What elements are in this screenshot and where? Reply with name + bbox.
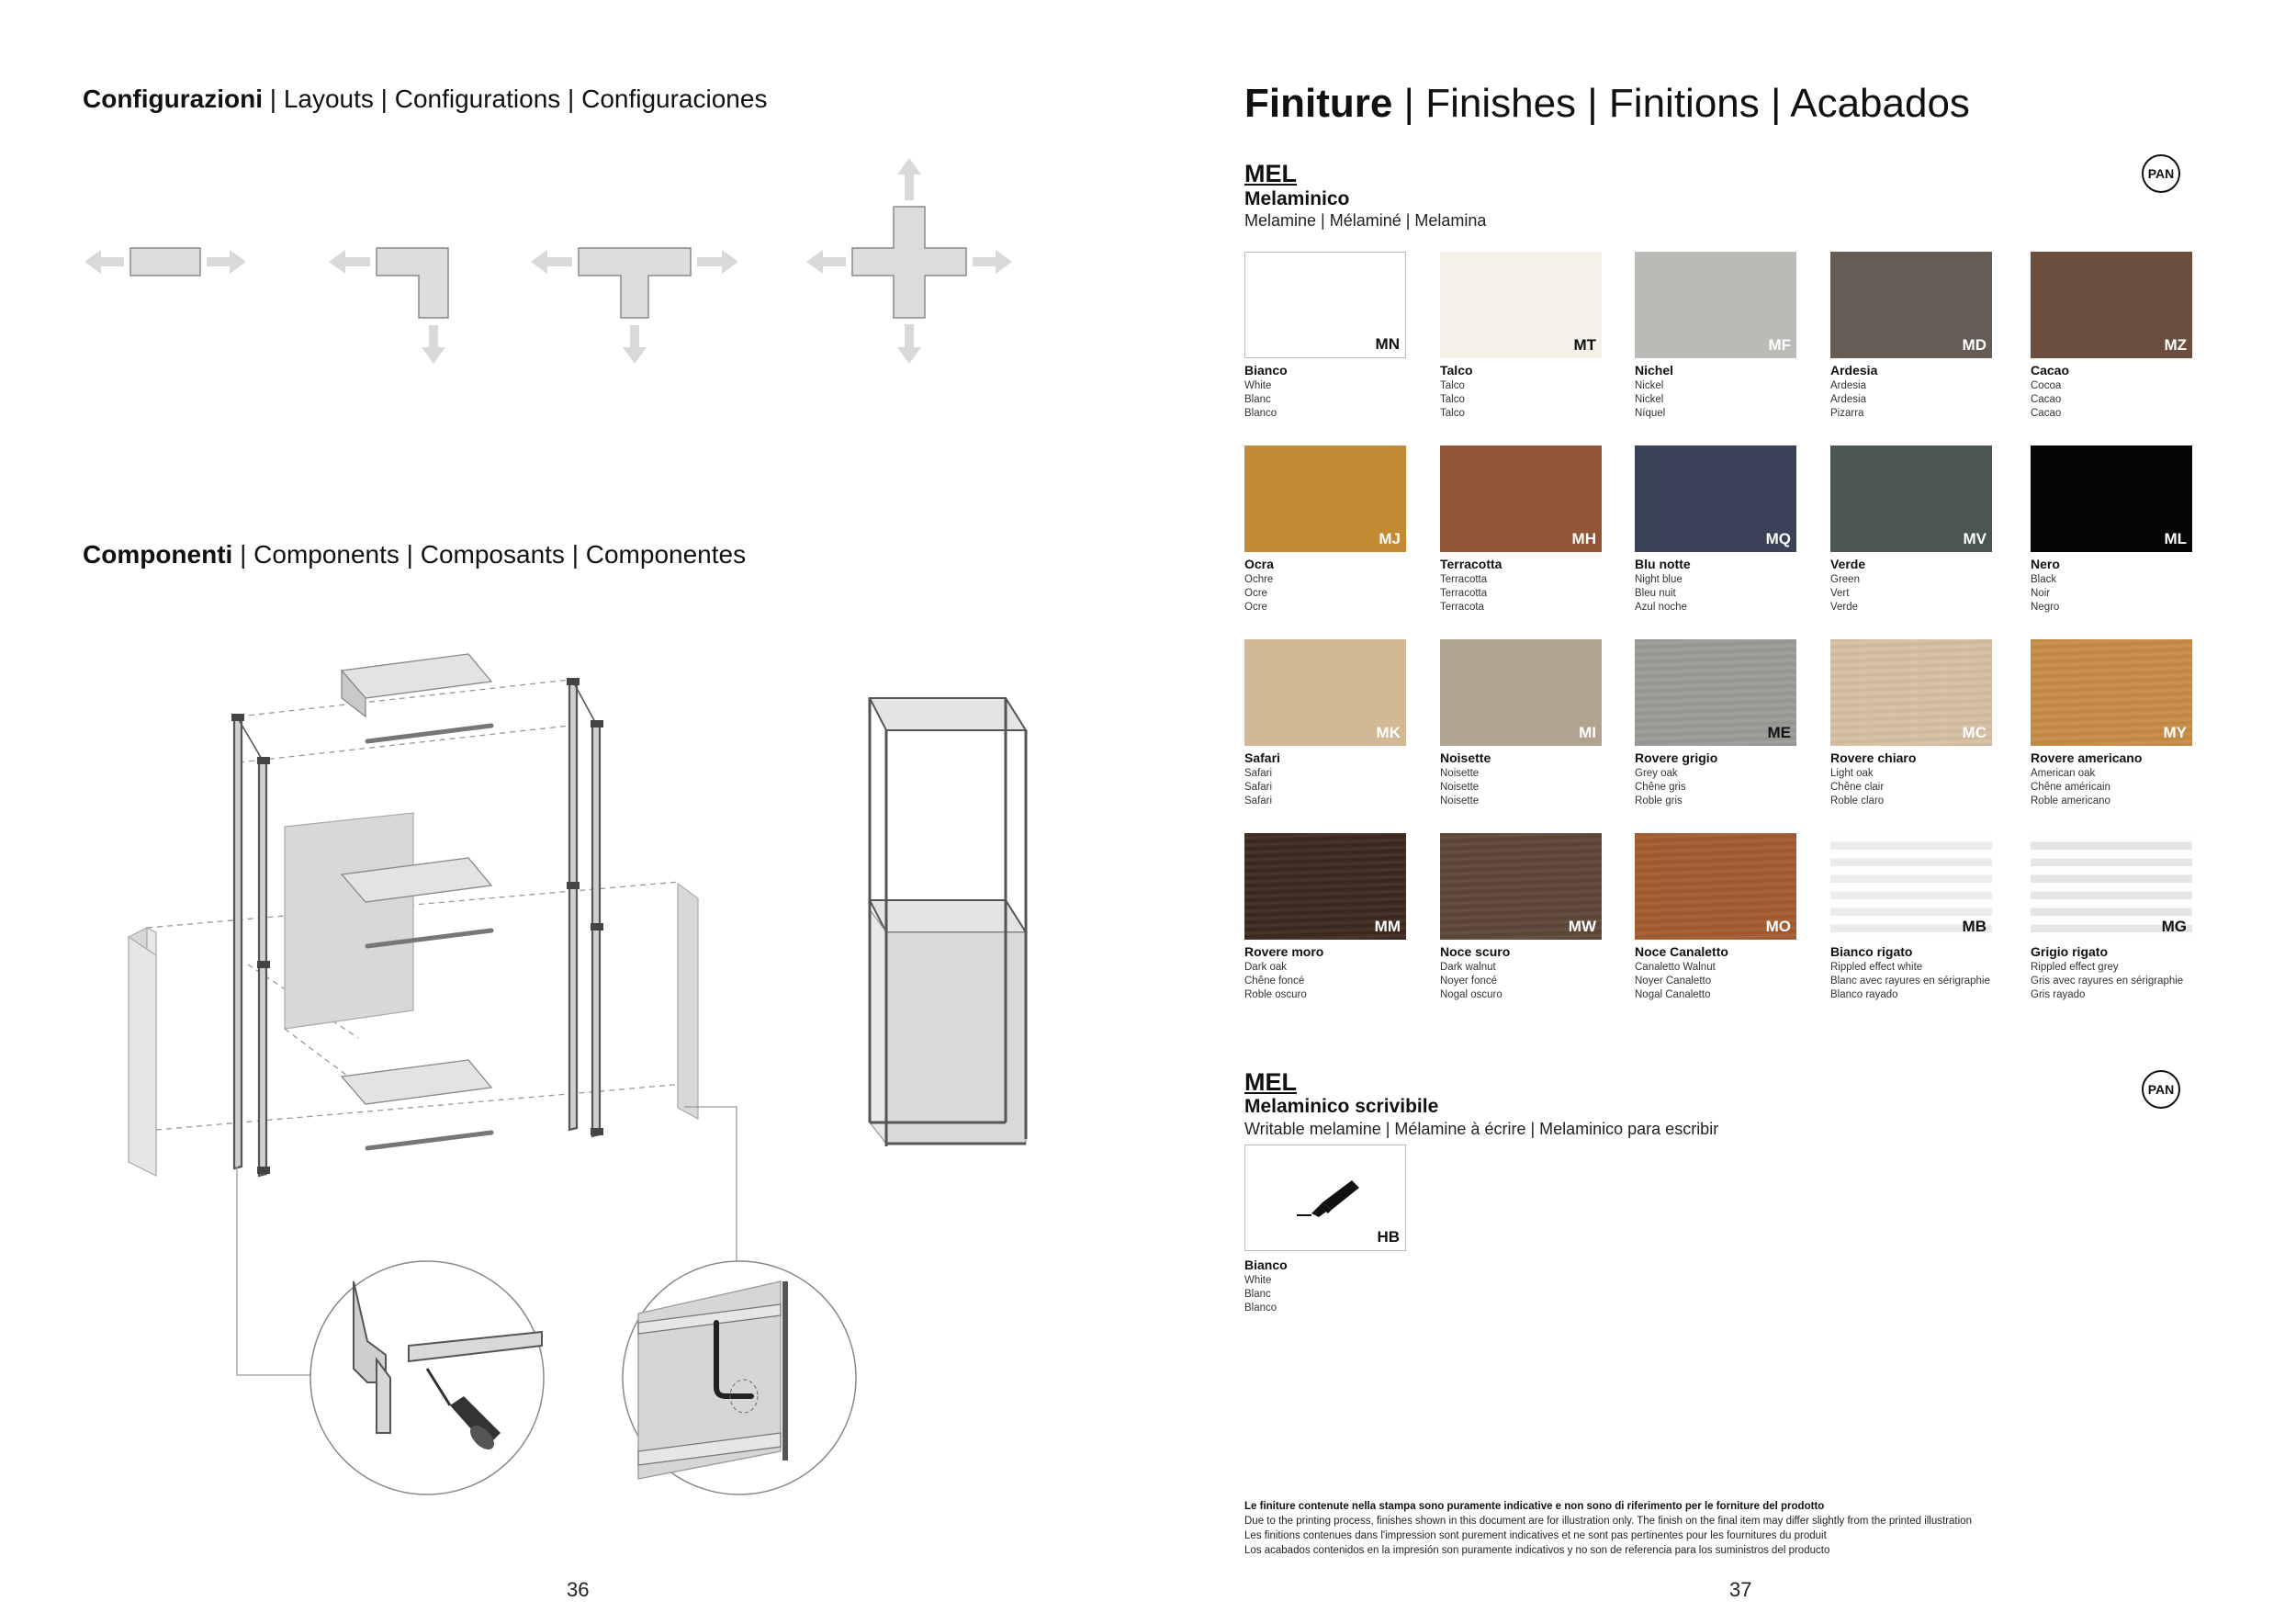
swatch-translation: Ocre — [1244, 588, 1267, 599]
swatch-code: MQ — [1765, 530, 1791, 547]
swatch-name: Cacao — [2031, 363, 2070, 378]
configurations-heading-translations: | Layouts | Configurations | Configuraciones — [262, 85, 768, 113]
swatch-code: MM — [1374, 918, 1401, 935]
swatch-code: MD — [1962, 336, 1986, 354]
swatch-mk — [1244, 639, 1406, 746]
swatch-translation: Nickel — [1635, 394, 1664, 405]
swatch-translation: White — [1244, 380, 1272, 391]
swatch-translation: Grey oak — [1635, 768, 1678, 779]
swatch-translation: Noyer Canaletto — [1635, 976, 1712, 987]
side-panel — [678, 884, 698, 1119]
finishes-title-translations: | Finishes | Finitions | Acabados — [1392, 81, 1970, 126]
swatch-code: MC — [1962, 724, 1986, 741]
swatch-mn — [1244, 252, 1406, 358]
swatch-translation: Nogal Canaletto — [1635, 989, 1711, 1000]
swatch-translation: Verde — [1830, 602, 1859, 613]
shelf-bottom — [342, 1060, 491, 1104]
components-exploded-drawing — [0, 0, 1148, 1562]
swatch-translation: Chêne foncé — [1244, 976, 1305, 987]
swatch-translation: Cacao — [2031, 394, 2062, 405]
swatch-mv — [1830, 445, 1992, 552]
marker-pen-icon — [1291, 1173, 1365, 1219]
disclaimer-line: Les finitions contenues dans l'impression sont purement indicatives et ne sont pas pertinentes pour les fournitures du produit — [1244, 1530, 1827, 1541]
swatch-code: MN — [1375, 335, 1400, 353]
page-number-right: 37 — [1729, 1578, 1752, 1601]
disclaimer-line: Los acabados contenidos en la impresión son puramente indicativos y no son de referencia para los suministros del producto — [1244, 1545, 1830, 1556]
swatch-name: Bianco — [1244, 1257, 1288, 1272]
swatch-code: ME — [1767, 724, 1791, 741]
swatch-translation: Ardesia — [1830, 380, 1866, 391]
swatch-translation: Negro — [2031, 602, 2060, 613]
swatch-mc — [1830, 639, 1992, 746]
swatch-mh — [1440, 445, 1602, 552]
section2-name: Melaminico scrivibile — [1244, 1096, 1439, 1117]
swatch-translation: Chêne gris — [1635, 782, 1686, 793]
swatch-code: MI — [1579, 724, 1596, 741]
end-panel-left — [129, 937, 156, 1176]
swatch-mj — [1244, 445, 1406, 552]
swatch-translation: Roble claro — [1830, 795, 1885, 806]
swatch-translation: Blanco rayado — [1830, 989, 1898, 1000]
swatch-code: MB — [1962, 918, 1986, 935]
swatch-translation: Azul noche — [1635, 602, 1687, 613]
swatch-translation: Dark oak — [1244, 962, 1288, 973]
swatch-mm — [1244, 833, 1406, 940]
pan-badge: PAN — [2142, 154, 2180, 193]
swatch-translation: Bleu nuit — [1635, 588, 1676, 599]
swatch-translation: Terracotta — [1440, 574, 1488, 585]
swatch-code: MO — [1765, 918, 1791, 935]
swatch-translation: Roble americano — [2031, 795, 2110, 806]
swatch-translation: Vert — [1830, 588, 1850, 599]
swatch-translation: Roble oscuro — [1244, 989, 1307, 1000]
swatch-name: Rovere americano — [2031, 750, 2143, 765]
pan-badge-2: PAN — [2142, 1070, 2180, 1109]
swatch-my — [2031, 639, 2192, 746]
swatch-code: MG — [2161, 918, 2187, 935]
swatch-translation: Light oak — [1830, 768, 1874, 779]
swatch-mz — [2031, 252, 2192, 358]
disclaimer-line: Due to the printing process, finishes shown in this document are for illustration only. The finish on the final item may differ slightly from the printed illustration — [1244, 1516, 1972, 1527]
swatch-name: Ardesia — [1830, 363, 1878, 378]
swatch-translation: Níquel — [1635, 408, 1666, 419]
swatch-translation: Safari — [1244, 782, 1273, 793]
swatch-translation: Ardesia — [1830, 394, 1866, 405]
swatch-translation: Cacao — [2031, 408, 2062, 419]
swatch-translation: Blanc — [1244, 394, 1271, 405]
swatch-name: Nichel — [1635, 363, 1674, 378]
swatch-translation: Dark walnut — [1440, 962, 1496, 973]
swatch-mf — [1635, 252, 1796, 358]
swatch-code: MY — [2163, 724, 2187, 741]
swatch-translation: Rippled effect white — [1830, 962, 1923, 973]
shelf-top — [342, 654, 491, 698]
swatch-translation: Talco — [1440, 380, 1465, 391]
swatch-translation: Gris rayado — [2031, 989, 2086, 1000]
configurations-heading-bold: Configurazioni — [83, 85, 263, 113]
swatch-mw — [1440, 833, 1602, 940]
swatch-translation: Safari — [1244, 795, 1273, 806]
components-heading-translations: | Components | Composants | Componentes — [232, 540, 747, 569]
swatch-code: MV — [1963, 530, 1986, 547]
swatch-translation: Terracota — [1440, 602, 1484, 613]
swatch-name: Ocra — [1244, 557, 1274, 571]
swatch-name: Safari — [1244, 750, 1280, 765]
swatch-translation: Blanc avec rayures en sérigraphie — [1830, 976, 1990, 987]
swatch-ml — [2031, 445, 2192, 552]
swatch-mo — [1635, 833, 1796, 940]
swatch-code: MJ — [1379, 530, 1401, 547]
swatch-translation: White — [1244, 1275, 1272, 1286]
disclaimer-bold: Le finiture contenute nella stampa sono puramente indicative e non sono di riferimento per le forniture del prodotto — [1244, 1501, 1825, 1512]
swatch-mq — [1635, 445, 1796, 552]
swatch-name: Blu notte — [1635, 557, 1691, 571]
swatch-name: Noce Canaletto — [1635, 944, 1728, 959]
swatch-translation: Noyer foncé — [1440, 976, 1498, 987]
swatch-name: Rovere grigio — [1635, 750, 1718, 765]
swatch-name: Talco — [1440, 363, 1473, 378]
section2-code: MEL — [1244, 1068, 1297, 1096]
swatch-translation: Nogal oscuro — [1440, 989, 1503, 1000]
page-number-left: 36 — [567, 1578, 590, 1601]
swatch-translation: Noisette — [1440, 768, 1480, 779]
swatch-translation: Roble gris — [1635, 795, 1683, 806]
swatch-translation: Blanc — [1244, 1289, 1271, 1300]
swatch-code: MH — [1571, 530, 1596, 547]
swatch-name: Rovere moro — [1244, 944, 1324, 959]
swatch-code: MT — [1573, 336, 1596, 354]
swatch-translation: American oak — [2031, 768, 2096, 779]
swatch-name: Noce scuro — [1440, 944, 1511, 959]
swatch-code: MW — [1568, 918, 1596, 935]
swatch-code: ML — [2164, 530, 2187, 547]
swatch-code: MZ — [2164, 336, 2187, 354]
swatch-translation: Ocre — [1244, 602, 1267, 613]
swatch-translation: Pizarra — [1830, 408, 1864, 419]
swatch-translation: Chêne américain — [2031, 782, 2110, 793]
back-panel — [285, 813, 413, 1029]
swatch-translation: Nickel — [1635, 380, 1664, 391]
swatch-translation: Green — [1830, 574, 1860, 585]
swatch-translation: Noisette — [1440, 795, 1480, 806]
swatch-translation: Talco — [1440, 394, 1465, 405]
section2-translations: Writable melamine | Mélamine à écrire | Melaminico para escribir — [1244, 1120, 1719, 1138]
tall-unit — [870, 698, 1026, 1146]
swatch-translation: Black — [2031, 574, 2057, 585]
swatch-md — [1830, 252, 1992, 358]
swatch-name: Terracotta — [1440, 557, 1503, 571]
swatch-code: MF — [1768, 336, 1791, 354]
swatch-translation: Ochre — [1244, 574, 1274, 585]
swatch-name: Verde — [1830, 557, 1866, 571]
disclaimer — [1244, 1499, 1972, 1558]
swatch-translation: Chêne clair — [1830, 782, 1885, 793]
detail-circle-hex-key — [623, 1261, 856, 1494]
swatch-translation: Canaletto Walnut — [1635, 962, 1716, 973]
finishes-title — [1244, 81, 1970, 127]
swatch-name: Nero — [2031, 557, 2060, 571]
swatch-code: MK — [1376, 724, 1401, 741]
swatch-translation: Noir — [2031, 588, 2051, 599]
swatch-mi — [1440, 639, 1602, 746]
section1-translations: Melamine | Mélaminé | Melamina — [1244, 211, 1487, 230]
detail-circle-screw — [310, 1261, 544, 1494]
swatch-name: Rovere chiaro — [1830, 750, 1917, 765]
section1-code: MEL — [1244, 160, 1297, 187]
swatch-translation: Night blue — [1635, 574, 1683, 585]
swatch-translation: Blanco — [1244, 408, 1277, 419]
swatch-code: HB — [1377, 1228, 1400, 1246]
swatch-translation: Cocoa — [2031, 380, 2062, 391]
swatch-translation: Noisette — [1440, 782, 1480, 793]
swatch-mt — [1440, 252, 1602, 358]
swatch-name: Bianco rigato — [1830, 944, 1913, 959]
swatch-translation: Talco — [1440, 408, 1465, 419]
swatch-name: Grigio rigato — [2031, 944, 2108, 959]
components-heading-bold: Componenti — [83, 540, 233, 569]
swatch-translation: Rippled effect grey — [2031, 962, 2119, 973]
swatch-translation: Safari — [1244, 768, 1273, 779]
swatch-hb — [1244, 1145, 1406, 1251]
swatch-me — [1635, 639, 1796, 746]
swatch-translation: Terracotta — [1440, 588, 1488, 599]
swatch-mg — [2031, 833, 2192, 940]
swatch-translation: Blanco — [1244, 1303, 1277, 1314]
section1-name: Melaminico — [1244, 188, 1350, 209]
swatch-name: Bianco — [1244, 363, 1288, 378]
swatch-mb — [1830, 833, 1992, 940]
finishes-title-bold: Finiture — [1244, 81, 1393, 126]
swatch-name: Noisette — [1440, 750, 1491, 765]
swatch-translation: Gris avec rayures en sérigraphie — [2031, 976, 2184, 987]
